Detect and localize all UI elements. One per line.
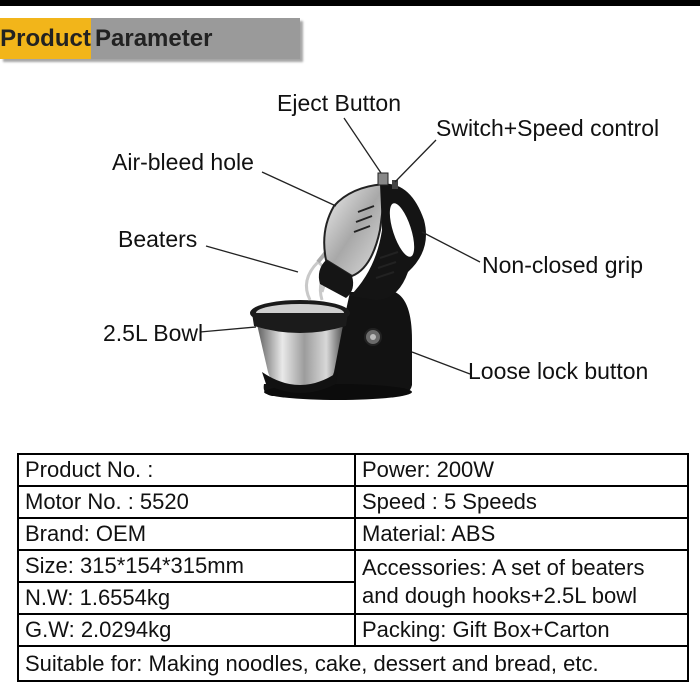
label-grip: Non-closed grip bbox=[482, 252, 644, 278]
label-switch-speed: Switch+Speed control bbox=[436, 115, 660, 141]
title-rest: Parameter bbox=[91, 18, 300, 59]
spec-suitable: Suitable for: Making noodles, cake, dessert and bread, etc. bbox=[18, 646, 688, 681]
spec-nw: N.W: 1.6554kg bbox=[18, 582, 355, 614]
spec-packing: Packing: Gift Box+Carton bbox=[355, 614, 688, 646]
table-row bbox=[18, 614, 688, 646]
label-beaters: Beaters bbox=[118, 226, 198, 252]
label-eject-button: Eject Button bbox=[277, 90, 402, 116]
spec-motor-no: Motor No. : 5520 bbox=[18, 486, 355, 518]
label-bowl: 2.5L Bowl bbox=[103, 320, 204, 346]
label-lock: Loose lock button bbox=[468, 358, 649, 384]
label-air-bleed: Air-bleed hole bbox=[112, 149, 254, 175]
spec-material: Material: ABS bbox=[355, 518, 688, 550]
spec-gw: G.W: 2.0294kg bbox=[18, 614, 355, 646]
table-row bbox=[18, 550, 688, 582]
eject-button-shape bbox=[378, 173, 388, 185]
title-highlight: Product bbox=[0, 18, 91, 59]
table-row bbox=[18, 518, 688, 550]
spec-power: Power: 200W bbox=[355, 454, 688, 486]
spec-brand: Brand: OEM bbox=[18, 518, 355, 550]
mixer-head bbox=[319, 173, 426, 300]
spec-accessories: Accessories: A set of beaters and dough hooks+2.5L bowl bbox=[355, 550, 688, 614]
table-row bbox=[18, 646, 688, 681]
bowl bbox=[250, 300, 350, 393]
table-row bbox=[18, 486, 688, 518]
spec-speed: Speed : 5 Speeds bbox=[355, 486, 688, 518]
table-row bbox=[18, 454, 688, 486]
spec-product-no: Product No. : bbox=[18, 454, 355, 486]
spec-table bbox=[17, 453, 689, 682]
spec-size: Size: 315*154*315mm bbox=[18, 550, 355, 582]
